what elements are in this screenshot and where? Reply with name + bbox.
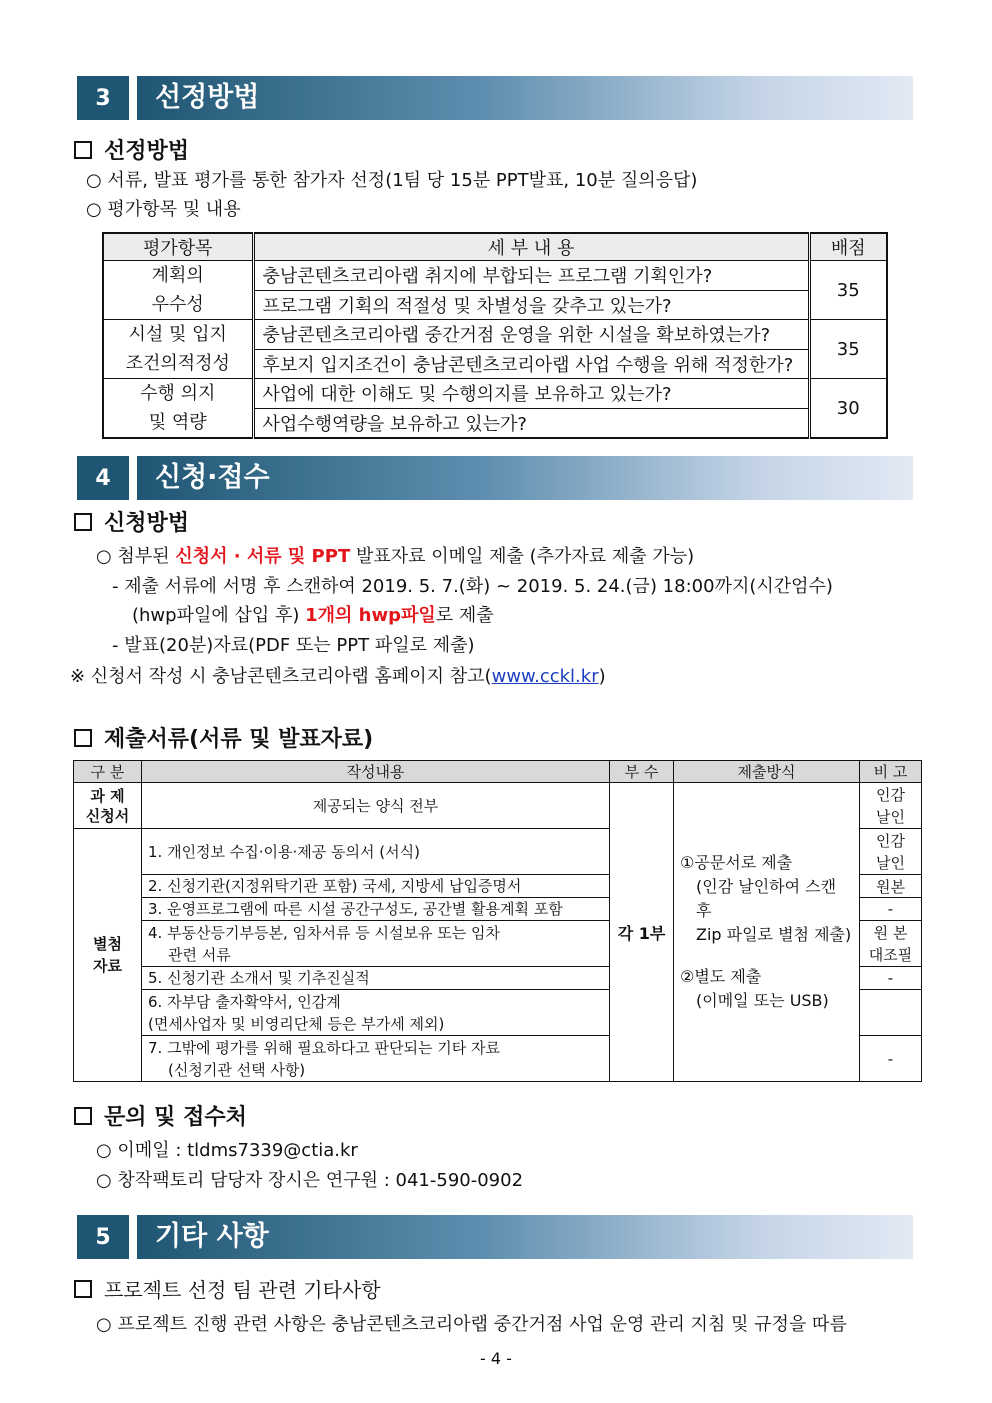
eval-score: 35 [809, 320, 887, 379]
doc-item: 2. 신청기관(지정위탁기관 포함) 국세, 지방세 납입증명서 [142, 875, 610, 898]
doc-category: 별첨 자료 [74, 829, 142, 1082]
eval-detail: 후보지 입지조건이 충남콘텐츠코리아랩 사업 수행을 위해 적정한가? [253, 349, 809, 379]
subheading-selection [74, 134, 189, 165]
doc-remark: 인감 날인 [860, 829, 922, 875]
subheading-text: 신청방법 [104, 511, 190, 536]
doc-remark: - [860, 898, 922, 921]
doc-remark: 원본 [860, 875, 922, 898]
subheading-contact [74, 1100, 247, 1131]
subheading-text: 제출서류(서류 및 발표자료) [104, 727, 374, 752]
section-number: 3 [77, 76, 129, 120]
application-dash-1b: (hwp파일에 삽입 후) 1개의 hwp파일로 제출 [132, 605, 494, 626]
documents-table [73, 760, 922, 1082]
section-title: 신청·접수 [155, 462, 270, 493]
contact-person: ○ 창작팩토리 담당자 장시은 연구원 : 041-590-0902 [96, 1170, 524, 1191]
section-header-3 [77, 76, 913, 120]
selection-bullet-2: ○ 평가항목 및 내용 [86, 199, 241, 220]
doc-remark: 원 본 대조필 [860, 921, 922, 967]
eval-detail: 충남콘텐츠코리아랩 취지에 부합되는 프로그램 기획인가? [253, 261, 809, 291]
header-copies: 부 수 [610, 761, 674, 783]
section-title: 선정방법 [155, 82, 260, 113]
contact-email: ○ 이메일 : tldms7339@ctia.kr [96, 1140, 358, 1161]
checkbox-icon [74, 513, 92, 531]
doc-copies: 각 1부 [610, 783, 674, 1082]
header-remark: 비 고 [860, 761, 922, 783]
eval-score: 30 [809, 379, 887, 439]
etc-bullet: ○ 프로젝트 진행 관련 사항은 충남콘텐츠코리아랩 중간거점 사업 운영 관리 지침 및 규정을 따름 [96, 1314, 847, 1335]
eval-detail: 충남콘텐츠코리아랩 중간거점 운영을 위한 시설을 확보하였는가? [253, 320, 809, 350]
section-header-4 [77, 456, 913, 500]
application-dash-2: - 발표(20분)자료(PDF 또는 PPT 파일로 제출) [112, 635, 475, 656]
table-row [103, 320, 887, 350]
doc-category: 과 제 신청서 [74, 783, 142, 829]
doc-remark: - [860, 1036, 922, 1082]
eval-detail: 사업에 대한 이해도 및 수행의지를 보유하고 있는가? [253, 379, 809, 409]
subheading-application [74, 506, 189, 537]
header-detail: 세 부 내 용 [253, 233, 809, 261]
table-header-row [74, 761, 922, 783]
eval-item: 계획의 우수성 [103, 261, 253, 320]
eval-detail: 사업수행역량을 보유하고 있는가? [253, 408, 809, 438]
table-row [103, 261, 887, 291]
header-score: 배점 [809, 233, 887, 261]
application-note: ※ 신청서 작성 시 충남콘텐츠코리아랩 홈페이지 참고(www.cckl.kr) [70, 666, 606, 687]
eval-item: 시설 및 입지 조건의적정성 [103, 320, 253, 379]
subheading-text: 문의 및 접수처 [104, 1105, 247, 1130]
header-content: 작성내용 [142, 761, 610, 783]
subheading-etc [74, 1274, 381, 1303]
application-bullet: ○ 첨부된 신청서 · 서류 및 PPT 발표자료 이메일 제출 (추가자료 제출 가능) [96, 546, 695, 567]
section-title: 기타 사항 [155, 1221, 269, 1252]
doc-item: 6. 자부담 출자확약서, 인감계 (면세사업자 및 비영리단체 등은 부가세 제외) [142, 990, 610, 1036]
checkbox-icon [74, 141, 92, 159]
doc-remark: - [860, 967, 922, 990]
doc-item: 4. 부동산등기부등본, 임차서류 등 시설보유 또는 임차 관련 서류 [142, 921, 610, 967]
doc-item: 5. 신청기관 소개서 및 기추진실적 [142, 967, 610, 990]
homepage-link[interactable]: www.cckl.kr [491, 666, 599, 687]
doc-remark [860, 990, 922, 1036]
page-number: - 4 - [480, 1349, 512, 1368]
checkbox-icon [74, 1107, 92, 1125]
header-category: 구 분 [74, 761, 142, 783]
doc-content: 제공되는 양식 전부 [142, 783, 610, 829]
subheading-text: 프로젝트 선정 팀 관련 기타사항 [104, 1278, 381, 1302]
section-number: 5 [77, 1215, 129, 1259]
doc-item: 7. 그밖에 평가를 위해 필요하다고 판단되는 기타 자료 (신청기관 선택 사항) [142, 1036, 610, 1082]
evaluation-table [102, 232, 888, 439]
eval-item: 수행 의지 및 역량 [103, 379, 253, 439]
section-number: 4 [77, 456, 129, 500]
eval-score: 35 [809, 261, 887, 320]
checkbox-icon [74, 1280, 92, 1298]
header-item: 평가항목 [103, 233, 253, 261]
subheading-documents [74, 722, 373, 753]
doc-method: ①공문서로 제출 (인감 날인하여 스캔 후 Zip 파일로 별첨 제출) ②별도 제출 (이메일 또는 USB) [674, 783, 860, 1082]
table-row [103, 379, 887, 409]
doc-remark: 인감 날인 [860, 783, 922, 829]
application-dash-1: - 제출 서류에 서명 후 스캔하여 2019. 5. 7.(화) ~ 2019. 5. 24.(금) 18:00까지(시간엄수) [112, 576, 833, 597]
table-row [74, 783, 922, 829]
doc-item: 1. 개인정보 수집·이용·제공 동의서 (서식) [142, 829, 610, 875]
eval-detail: 프로그램 기획의 적절성 및 차별성을 갖추고 있는가? [253, 290, 809, 320]
subheading-text: 선정방법 [104, 139, 190, 164]
table-header-row [103, 233, 887, 261]
selection-bullet-1: ○ 서류, 발표 평가를 통한 참가자 선정(1팀 당 15분 PPT발표, 10분 질의응답) [86, 170, 698, 191]
header-method: 제출방식 [674, 761, 860, 783]
doc-item: 3. 운영프로그램에 따른 시설 공간구성도, 공간별 활용계획 포함 [142, 898, 610, 921]
checkbox-icon [74, 729, 92, 747]
section-header-5 [77, 1215, 913, 1259]
